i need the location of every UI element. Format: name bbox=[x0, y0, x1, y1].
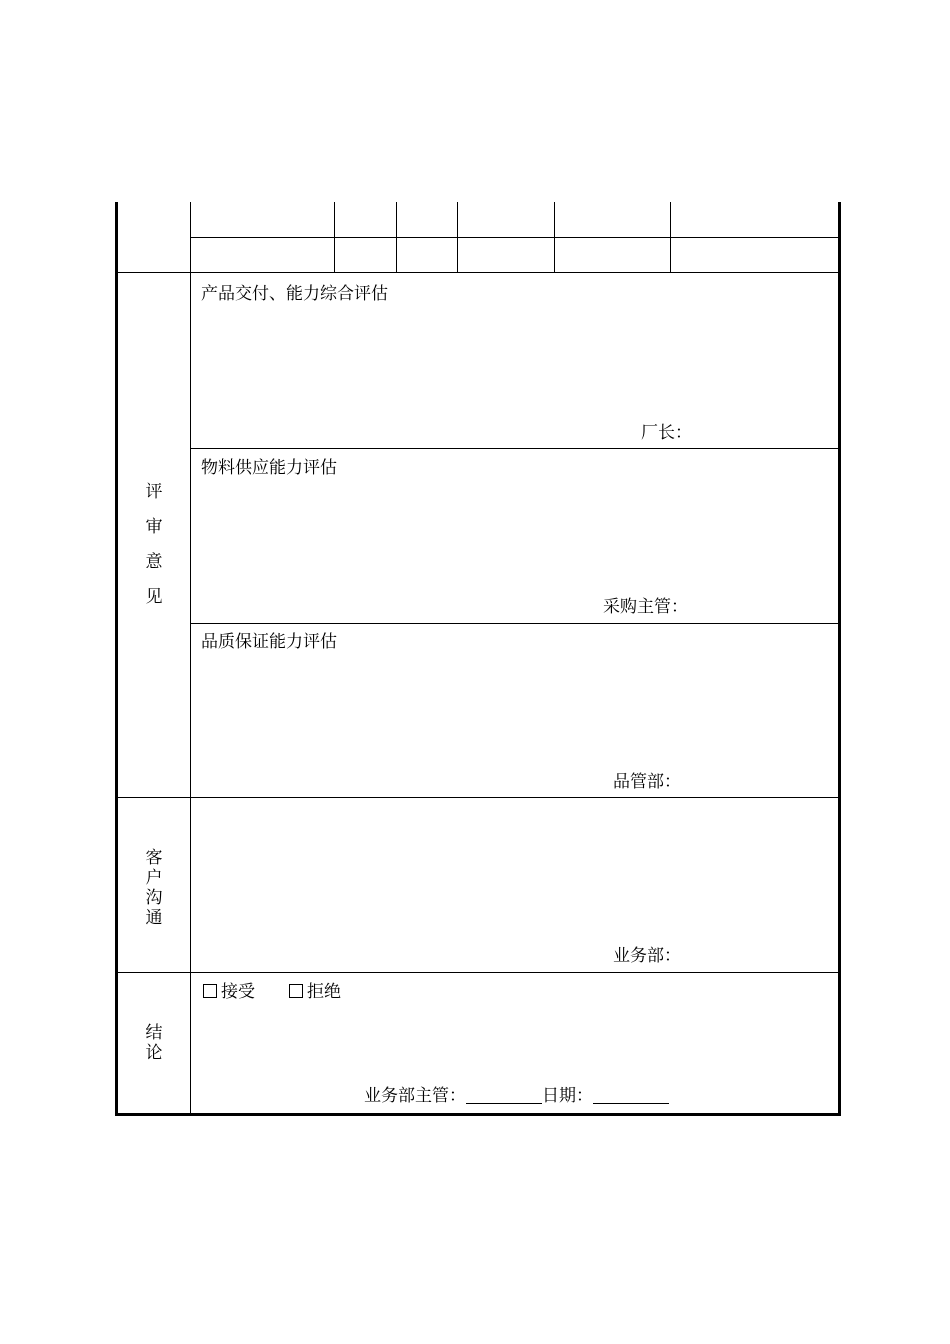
col-divider bbox=[670, 202, 671, 272]
supervisor-signature-blank[interactable] bbox=[466, 1087, 542, 1104]
factory-manager-signature-label: 厂长： bbox=[641, 423, 692, 443]
material-supply-title: 物料供应能力评估 bbox=[201, 458, 337, 478]
customer-communication-label: 客 户 沟 通 bbox=[145, 848, 163, 928]
accept-option[interactable] bbox=[203, 982, 255, 1002]
delivery-capability-title: 产品交付、能力综合评估 bbox=[201, 284, 388, 304]
reject-option[interactable] bbox=[289, 982, 341, 1002]
date-blank[interactable] bbox=[593, 1087, 669, 1104]
label-column-divider bbox=[190, 202, 191, 1114]
col-divider bbox=[457, 202, 458, 272]
review-opinion-label: 评 审 意 见 bbox=[145, 482, 163, 607]
col-divider bbox=[554, 202, 555, 272]
row-divider bbox=[190, 237, 838, 238]
section-divider bbox=[118, 972, 838, 973]
row-divider bbox=[190, 448, 838, 449]
conclusion-signature-line bbox=[364, 1086, 669, 1106]
row-divider bbox=[190, 623, 838, 624]
conclusion-label: 结 论 bbox=[145, 1023, 163, 1063]
purchasing-supervisor-signature-label: 采购主管： bbox=[603, 597, 688, 617]
accept-label: 接受 bbox=[221, 982, 255, 1002]
review-form-table bbox=[115, 202, 841, 1116]
section-divider bbox=[118, 797, 838, 798]
reject-label: 拒绝 bbox=[307, 982, 341, 1002]
quality-department-signature-label: 品管部： bbox=[613, 772, 681, 792]
sales-supervisor-label: 业务部主管： bbox=[364, 1086, 466, 1106]
date-label: 日期： bbox=[542, 1086, 593, 1106]
quality-assurance-title: 品质保证能力评估 bbox=[201, 632, 337, 652]
reject-checkbox[interactable] bbox=[289, 984, 303, 998]
sales-department-signature-label: 业务部： bbox=[613, 946, 681, 966]
accept-checkbox[interactable] bbox=[203, 984, 217, 998]
row-divider bbox=[118, 272, 838, 273]
col-divider bbox=[334, 202, 335, 272]
col-divider bbox=[396, 202, 397, 272]
